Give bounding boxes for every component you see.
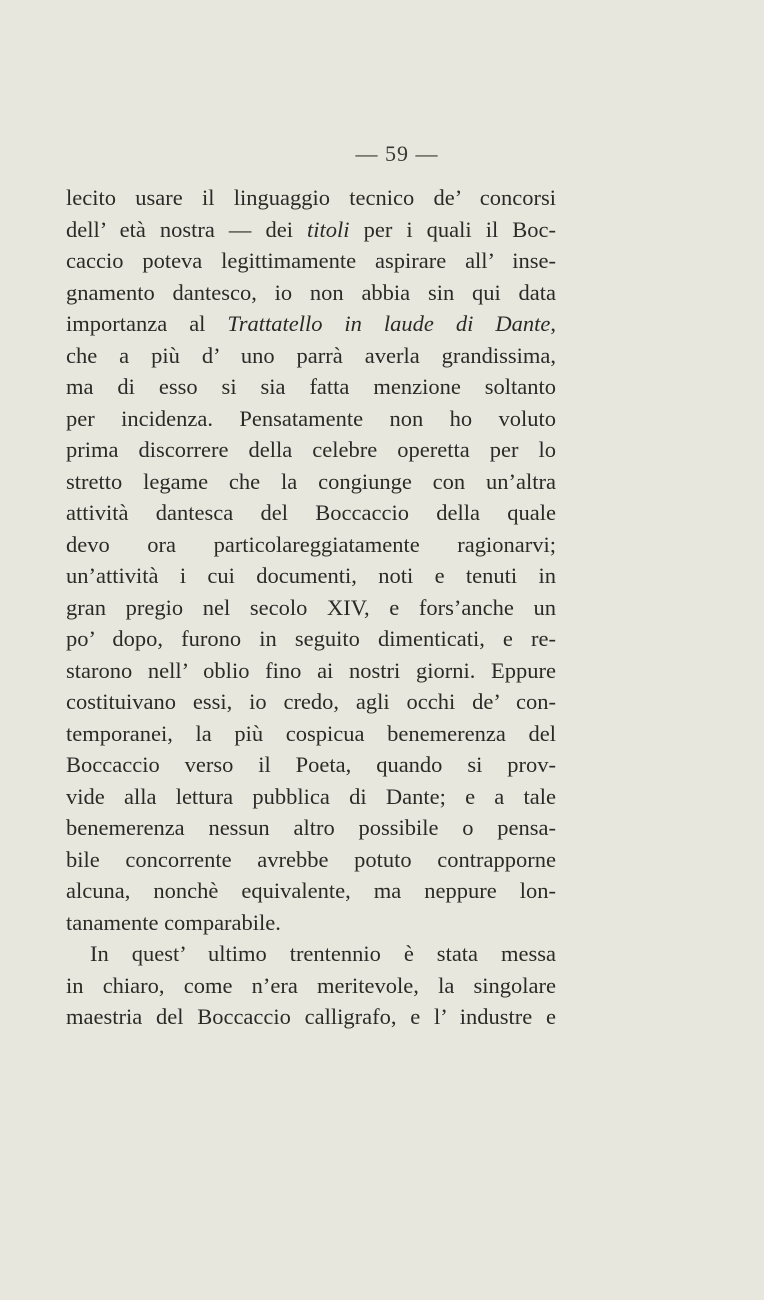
italic-text-run: titoli [307,216,350,242]
text-run: attività dantesca del Boccaccio della quale [66,500,556,525]
text-line [66,497,556,529]
text-line [66,277,556,309]
text-run: per incidenza. Pensatamente non ho voluto [66,405,556,431]
text-line [66,340,556,372]
text-run: che a più d’ uno parrà averla grandissima, [66,342,556,368]
text-run: per i quali il Boc- [349,216,556,242]
text-run: dell’ età nostra — dei [66,216,308,242]
text-run: vide alla lettura pubblica di Dante; e a tale [66,783,556,809]
text-line [66,970,556,1002]
text-line [66,466,556,498]
text-line [66,907,556,939]
text-run: gnamento dantesco, io non abbia sin qui data [66,279,556,305]
text-run: starono nell’ oblio fino ai nostri giorni. Eppure [66,657,556,683]
text-run: benemerenza nessun altro possibile o pensa- [66,815,556,840]
text-run: gran pregio nel secolo XIV, e fors’anche un [66,594,556,620]
text-line [66,686,556,718]
text-line [66,1001,556,1033]
text-line [66,655,556,687]
text-run: importanza al [66,311,228,336]
text-line [66,434,556,466]
text-line [66,781,556,813]
text-run: lecito usare il linguaggio tecnico de’ concorsi [66,185,556,210]
text-run: prima discorrere della celebre operetta per lo [66,437,556,462]
text-run: Boccaccio verso il Poeta, quando si prov- [66,752,556,777]
text-run: devo ora particolareggiatamente ragionarvi; [66,531,556,557]
page-number: — 59 — [355,141,439,166]
text-line [66,749,556,781]
text-run: tanamente comparabile. [66,909,281,935]
text-line [66,718,556,750]
text-line [66,875,556,907]
text-run: alcuna, nonchè equivalente, ma neppure lon- [66,878,556,903]
text-run: costituivano essi, io credo, agli occhi de’ con- [66,689,556,714]
text-line [66,592,556,624]
text-line [66,938,556,970]
body-text [66,182,556,1033]
text-line [66,214,556,246]
text-line [66,812,556,844]
text-run: po’ dopo, furono in seguito dimenticati, e re- [66,626,556,651]
text-line [66,371,556,403]
text-run: In quest’ ultimo trentennio è stata messa [90,941,556,966]
text-line [66,182,556,214]
text-line [66,245,556,277]
text-line [66,308,556,340]
text-run: caccio poteva legittimamente aspirare all’ inse- [66,248,556,273]
text-run: temporanei, la più cospicua benemerenza del [66,720,556,746]
text-run: maestria del Boccaccio calligrafo, e l’ industre e [66,1004,556,1029]
text-run: , [550,311,556,336]
italic-text-run: Trattatello in laude di Dante [227,311,551,336]
text-line [66,623,556,655]
text-run: ma di esso si sia fatta menzione soltanto [66,374,556,399]
text-line [66,560,556,592]
text-run: stretto legame che la congiunge con un’altra [66,468,556,494]
text-run: bile concorrente avrebbe potuto contrapporne [66,846,556,872]
text-line [66,844,556,876]
text-run: in chiaro, come n’era meritevole, la singolare [66,972,556,998]
text-run: un’attività i cui documenti, noti e tenuti in [66,563,556,588]
text-line [66,403,556,435]
text-line [66,529,556,561]
